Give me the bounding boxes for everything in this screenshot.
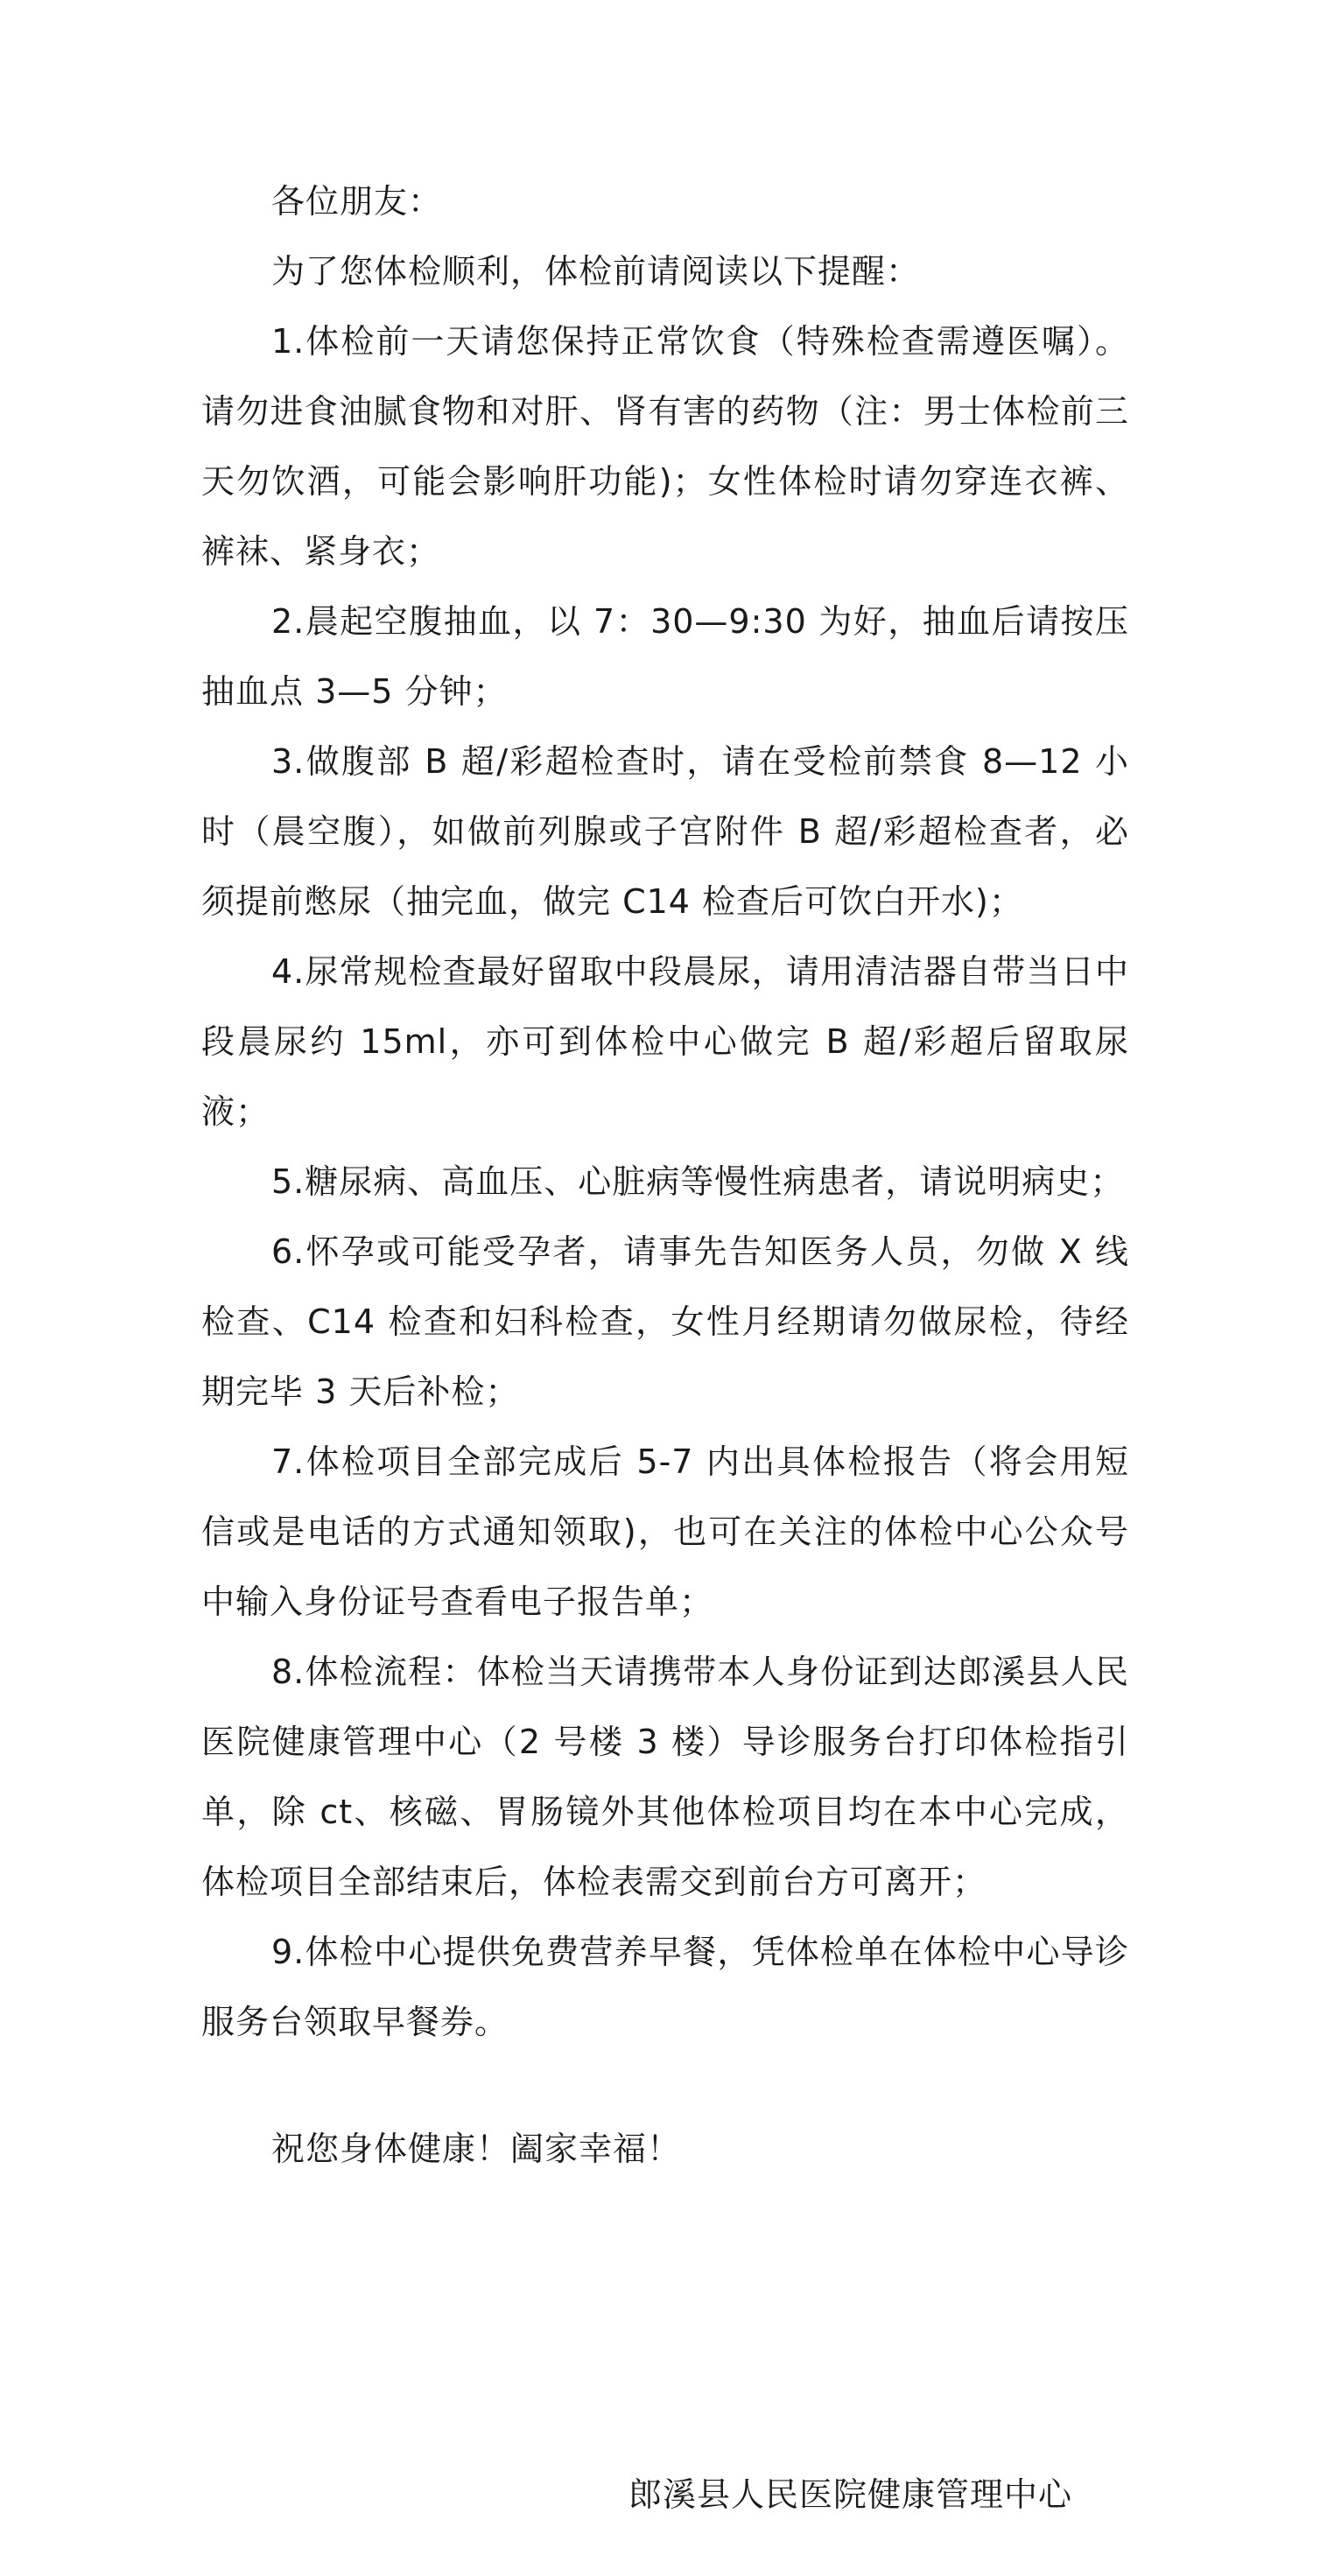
letter-body [201, 166, 1129, 2057]
reminder-item-2: 2.晨起空腹抽血，以 7：30—9:30 为好，抽血后请按压抽血点 3—5 分钟； [201, 602, 1129, 711]
reminder-item-6: 6.怀孕或可能受孕者，请事先告知医务人员，勿做 X 线检查、C14 检查和妇科检查，女性月经期请勿做尿检，待经期完毕 3 天后补检； [201, 1232, 1129, 1411]
reminder-item-3: 3.做腹部 B 超/彩超检查时，请在受检前禁食 8—12 小时（晨空腹），如做前列腺或子宫附件 B 超/彩超检查者，必须提前憋尿（抽完血，做完 C14 检查后可饮白开水)； [201, 742, 1129, 921]
reminder-item-8: 8.体检流程：体检当天请携带本人身份证到达郎溪县人民医院健康管理中心（2 号楼 3 楼）导诊服务台打印体检指引单，除 ct、核磁、胃肠镜外其他体检项目均在本中心完成，体检项目全部结束后，体检表需交到前台方可离开； [201, 1653, 1129, 1901]
reminder-item-5: 5.糖尿病、高血压、心脏病等慢性病患者，请说明病史； [271, 1162, 1125, 1201]
intro-paragraph: 为了您体检顺利，体检前请阅读以下提醒： [271, 252, 921, 291]
reminder-item-9: 9.体检中心提供免费营养早餐，凭体检单在体检中心导诊服务台领取早餐券。 [201, 1933, 1129, 2041]
closing-blessing: 祝您身体健康！阖家幸福！ [271, 2130, 682, 2168]
reminder-item-7: 7.体检项目全部完成后 5-7 内出具体检报告（将会用短信或是电话的方式通知领取)，也可在关注的体检中心公众号中输入身份证号查看电子报告单； [201, 1442, 1129, 1621]
salutation: 各位朋友： [271, 182, 443, 221]
reminder-item-1: 1.体检前一天请您保持正常饮食（特殊检查需遵医嘱）。请勿进食油腻食物和对肝、肾有害的药物（注：男士体检前三天勿饮酒，可能会影响肝功能)；女性体检时请勿穿连衣裤、裤袜、紧身衣； [201, 322, 1129, 571]
reminder-item-4: 4.尿常规检查最好留取中段晨尿，请用清洁器自带当日中段晨尿约 15ml，亦可到体检中心做完 B 超/彩超后留取尿液； [201, 952, 1129, 1131]
signature: 郎溪县人民医院健康管理中心 [628, 2475, 1073, 2514]
